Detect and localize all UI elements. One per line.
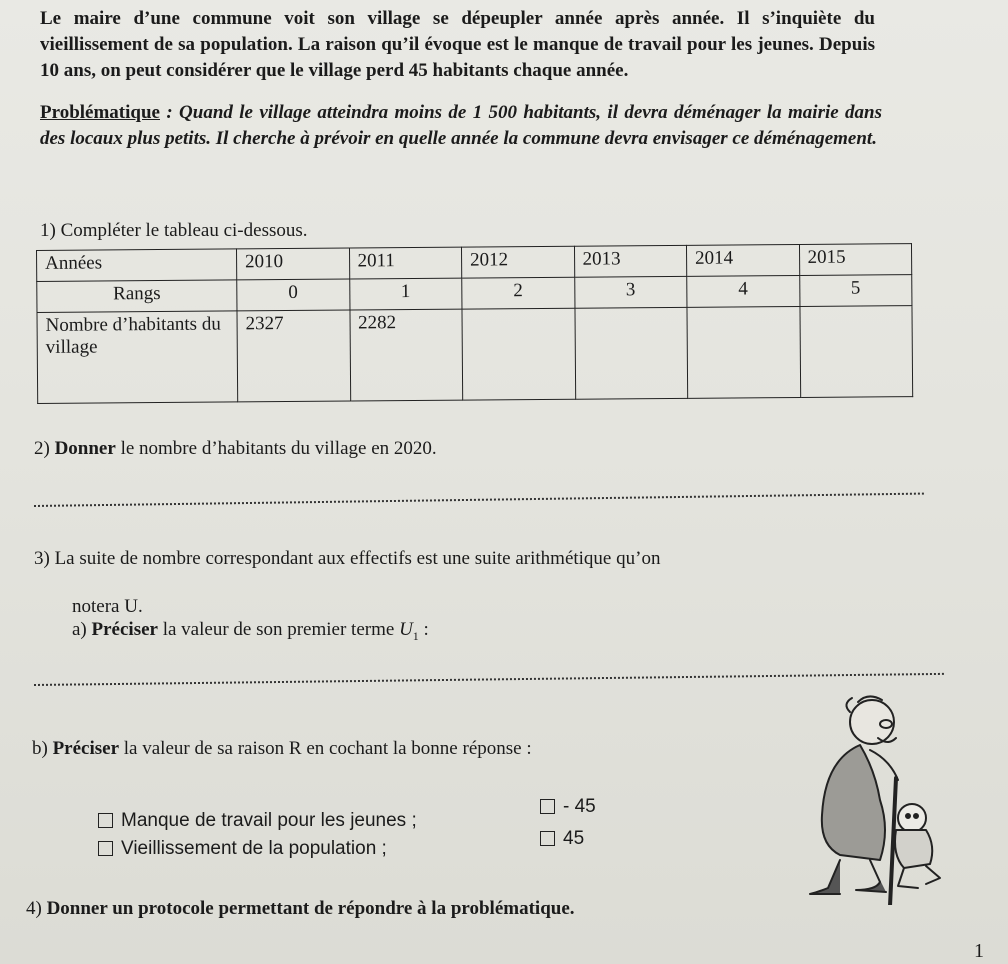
problem-text: Quand le village atteindra moins de 1 500 habitants, il devra déménager la mairie dans des locaux plus petits. Il cherche à prévoir en quelle année la commune devra envisager ce déménagement. bbox=[40, 102, 882, 149]
option-right-2[interactable] bbox=[540, 828, 584, 850]
population-cell bbox=[462, 308, 575, 400]
head-shape bbox=[850, 700, 894, 744]
rank-cell: 1 bbox=[349, 278, 462, 310]
population-cell: 2327 bbox=[237, 310, 350, 402]
option-left-1[interactable] bbox=[98, 810, 417, 832]
row-label-years: Années bbox=[37, 249, 237, 282]
rank-cell: 5 bbox=[799, 275, 912, 307]
option-label: Manque de travail pour les jeunes ; bbox=[121, 810, 417, 831]
option-label: - 45 bbox=[563, 796, 596, 817]
option-label: Vieillissement de la population ; bbox=[121, 838, 387, 859]
question-3b-text: la valeur de sa raison R en cochant la bonne réponse : bbox=[119, 738, 532, 759]
question-1: 1) Compléter le tableau ci-dessous. bbox=[40, 220, 308, 241]
question-4-text: Donner un protocole permettant de répondre à la problématique. bbox=[46, 898, 575, 919]
question-3a-colon: : bbox=[418, 619, 429, 640]
year-cell: 2015 bbox=[799, 244, 912, 276]
year-cell: 2013 bbox=[574, 245, 687, 277]
table-row-population bbox=[37, 306, 913, 404]
rank-cell: 0 bbox=[237, 279, 350, 311]
answer-line-2[interactable] bbox=[34, 493, 924, 507]
question-3-intro-2: notera U. bbox=[72, 596, 143, 617]
population-cell bbox=[687, 307, 800, 399]
question-3a-verb: Préciser bbox=[91, 619, 158, 640]
year-cell: 2011 bbox=[349, 247, 462, 279]
child-head bbox=[898, 804, 926, 832]
question-4-number: 4) bbox=[26, 898, 47, 919]
rank-cell: 4 bbox=[687, 276, 800, 308]
first-term-symbol: U bbox=[399, 619, 413, 640]
population-cell bbox=[574, 307, 687, 399]
rank-cell: 2 bbox=[462, 277, 575, 309]
checkbox[interactable] bbox=[540, 831, 555, 846]
checkbox[interactable] bbox=[98, 841, 113, 856]
problem-statement bbox=[40, 100, 882, 152]
question-2-verb: Donner bbox=[54, 438, 116, 459]
question-3b-verb: Préciser bbox=[52, 738, 120, 759]
row-label-ranks: Rangs bbox=[37, 280, 237, 313]
rank-cell: 3 bbox=[574, 276, 687, 308]
question-3b-number: b) bbox=[32, 738, 53, 759]
question-3-intro: 3) La suite de nombre correspondant aux effectifs est une suite arithmétique qu’on bbox=[34, 548, 661, 569]
data-table bbox=[36, 243, 913, 404]
checkbox[interactable] bbox=[98, 813, 113, 828]
question-2-text: le nombre d’habitants du village en 2020. bbox=[115, 438, 437, 459]
population-cell bbox=[799, 306, 912, 398]
option-right-1[interactable] bbox=[540, 796, 596, 818]
first-term-index: 1 bbox=[412, 628, 419, 643]
problem-separator: : bbox=[159, 102, 180, 123]
year-cell: 2012 bbox=[461, 246, 574, 278]
problem-label: Problématique bbox=[40, 102, 160, 123]
question-3b bbox=[32, 736, 532, 762]
option-label: 45 bbox=[563, 828, 585, 849]
option-left-2[interactable] bbox=[98, 838, 387, 860]
question-4 bbox=[26, 896, 575, 922]
row-label-population: Nombre d’habitants du village bbox=[37, 311, 238, 404]
question-2-number: 2) bbox=[34, 438, 55, 459]
old-man-cartoon-illustration bbox=[800, 690, 950, 905]
question-3a-text: la valeur de son premier terme bbox=[157, 619, 400, 640]
checkbox[interactable] bbox=[540, 799, 555, 814]
question-3a bbox=[72, 617, 429, 649]
question-2 bbox=[34, 436, 437, 462]
page-number: 1 bbox=[974, 940, 984, 962]
question-3a-number: a) bbox=[72, 619, 92, 640]
year-cell: 2010 bbox=[236, 248, 349, 280]
intro-paragraph: Le maire d’une commune voit son village se dépeupler année après année. Il s’inquiète du vieillissement de sa population. La raison qu’il évoque est le manque de travail pour les jeunes. Depuis 10 ans, on peut considérer que le village perd 45 habitants chaque année. bbox=[40, 8, 875, 81]
answer-line-3a[interactable] bbox=[34, 673, 944, 686]
population-cell: 2282 bbox=[349, 309, 462, 401]
year-cell: 2014 bbox=[686, 245, 799, 277]
